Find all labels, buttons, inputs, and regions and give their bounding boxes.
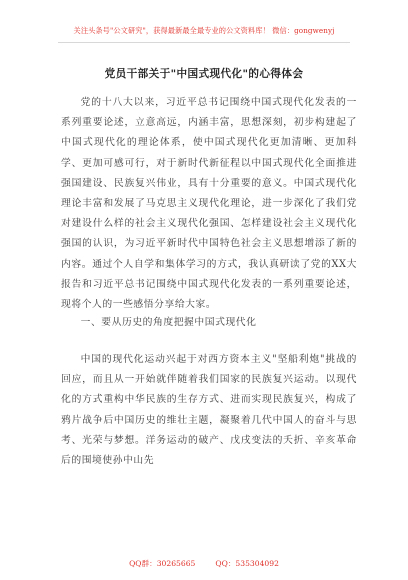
section-heading: 一、要从历史的角度把握中国式现代化 [80, 317, 257, 328]
paragraph-history: 中国的现代化运动兴起于对西方资本主义"坚船利炮"挑战的回应，而且从一开始就伴随着我们国家的民族复兴运动。以现代化的方式重构中华民族的生存方式、进而实现民族复兴，构成了鸦片战争后中国历史的维壮主题，凝聚着几代中国人的奋斗与思考、光荣与梦想。洋务运动的破产、戊戌变法的夭折、辛亥革命后的围境使孙中山先 [61, 354, 357, 467]
page-header [0, 0, 408, 46]
footer-qq-group: QQ群：30265665 [129, 559, 196, 568]
document-title: 党员干部关于"中国式现代化"的心得体会 [104, 68, 304, 80]
paragraph-intro: 党的十八大以来，习近平总书记围绕中国式现代化发表的一系列重要论述，立意高远，内涵丰富，思想深刻，初步构建起了中国式现代化的理论体系，使中国式现代化更加清晰、更加科学、更加可感可行，对于新时代新征程以中国式现代化全面推进强国建设、民族复兴伟业，具有十分重要的意义。中国式现代化理论丰富和发展了马克思主义现代化理论，进一步深化了我们党对建设什么样的社会主义现代化强国、怎样建设社会主义现代化强国的认识，为习近平新时代中国特色社会主义思想增添了新的内容。通过个人自学和集体学习的方式，我认真研读了党的XX大报告和习近平总书记围绕中国式现代化发表的一系列重要论述，现将个人的一些感悟分享给大家。 [61, 97, 357, 311]
page-footer [0, 558, 408, 569]
header-divider [58, 42, 350, 43]
header-banner: 关注头条号"公文研究"，获得最新最全最专业的公文资料库！ 微信：gongwenyj [73, 26, 335, 35]
footer-qq: QQ：535304092 [215, 559, 279, 568]
